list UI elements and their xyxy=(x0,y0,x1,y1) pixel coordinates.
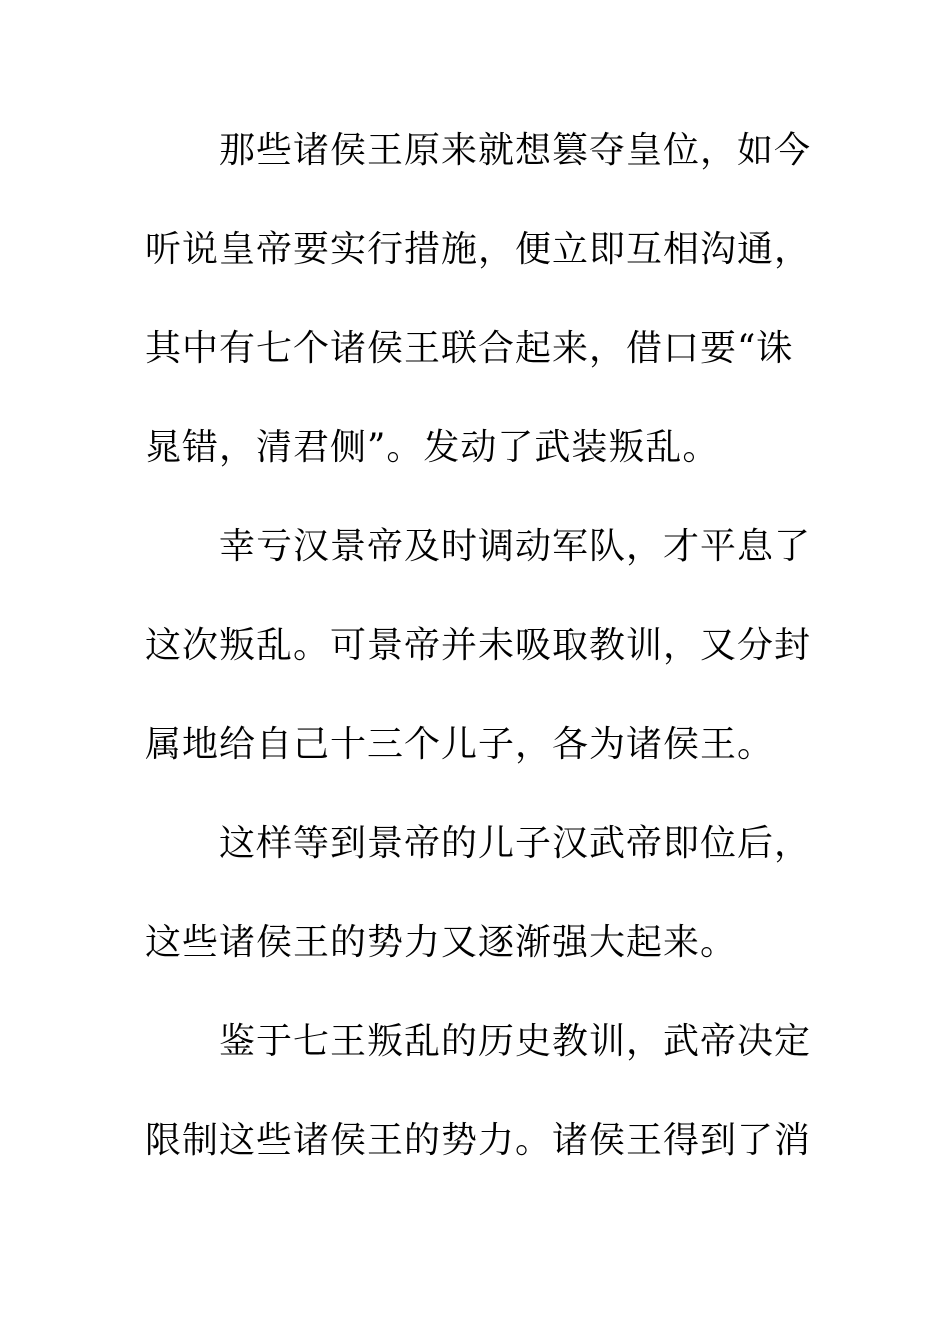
paragraph-1-line-1: 那些诸侯王原来就想篡夺皇位，如今 xyxy=(219,130,812,171)
paragraph-1-line-3: 其中有七个诸侯王联合起来，借口要“诛 xyxy=(145,328,794,369)
paragraph-1-line-2: 听说皇帝要实行措施，便立即互相沟通， xyxy=(145,229,812,270)
paragraph-1-line-4: 晁错，清君侧”。发动了武装叛乱。 xyxy=(145,427,720,468)
paragraph-2-line-2: 这次叛乱。可景帝并未吸取教训，又分封 xyxy=(145,625,812,666)
paragraph-3-line-2: 这些诸侯王的势力又逐渐强大起来。 xyxy=(145,922,738,963)
paragraph-2-line-1: 幸亏汉景帝及时调动军队，才平息了 xyxy=(219,526,812,567)
paragraph-4-line-1: 鉴于七王叛乱的历史教训，武帝决定 xyxy=(219,1021,812,1062)
paragraph-2-line-3: 属地给自己十三个儿子，各为诸侯王。 xyxy=(145,724,775,765)
paragraph-4-line-2: 限制这些诸侯王的势力。诸侯王得到了消 xyxy=(145,1120,812,1161)
paragraph-3-line-1: 这样等到景帝的儿子汉武帝即位后， xyxy=(219,823,812,864)
document-body xyxy=(145,118,812,1207)
